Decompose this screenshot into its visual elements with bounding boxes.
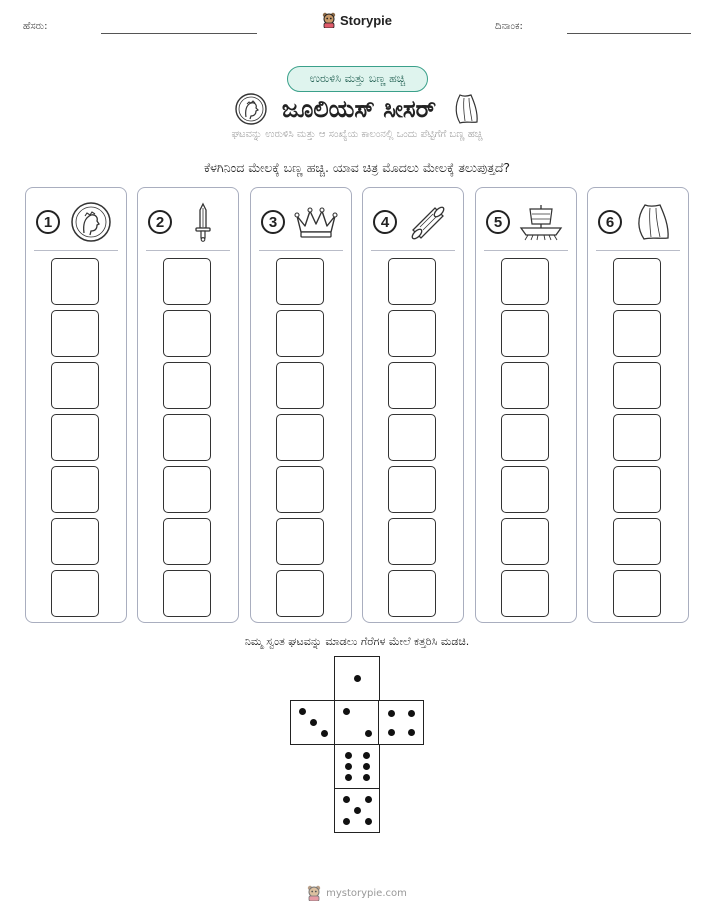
color-box[interactable] bbox=[388, 414, 436, 461]
column-separator bbox=[596, 250, 680, 251]
die-pip bbox=[345, 763, 352, 770]
color-box[interactable] bbox=[388, 466, 436, 513]
die-pip bbox=[363, 774, 370, 781]
color-box[interactable] bbox=[163, 258, 211, 305]
date-line[interactable] bbox=[567, 33, 691, 34]
color-box[interactable] bbox=[276, 362, 324, 409]
die-pip bbox=[310, 719, 317, 726]
color-box[interactable] bbox=[613, 362, 661, 409]
column-number: 2 bbox=[148, 210, 172, 234]
color-box[interactable] bbox=[163, 310, 211, 357]
question: ಕೆಳಗಿನಿಂದ ಮೇಲಕ್ಕೆ ಬಣ್ಣ ಹಚ್ಚಿ. ಯಾವ ಚಿತ್ರ ಮೊದಲು ಮೇಲಕ್ಕೆ ತಲುಪುತ್ತದೆ? bbox=[203, 160, 511, 175]
date-label: ದಿನಾಂಕ: bbox=[495, 21, 523, 32]
color-box[interactable] bbox=[51, 362, 99, 409]
die-pip bbox=[343, 818, 350, 825]
die-pip bbox=[321, 730, 328, 737]
die-pip bbox=[408, 729, 415, 736]
die-pip bbox=[345, 752, 352, 759]
cloak-icon bbox=[630, 202, 676, 242]
color-box[interactable] bbox=[51, 414, 99, 461]
color-box[interactable] bbox=[388, 258, 436, 305]
color-box[interactable] bbox=[501, 570, 549, 617]
color-box[interactable] bbox=[613, 518, 661, 565]
color-box[interactable] bbox=[501, 414, 549, 461]
color-box[interactable] bbox=[276, 414, 324, 461]
die-pip bbox=[388, 710, 395, 717]
die-face-5 bbox=[334, 788, 380, 833]
color-box[interactable] bbox=[501, 466, 549, 513]
die-pip bbox=[408, 710, 415, 717]
cut-instruction: ನಿಮ್ಮ ಸ್ವಂತ ಘಟವನ್ನು ಮಾಡಲು ಗೆರೆಗಳ ಮೇಲೆ ಕತ್ತರಿಸಿ ಮಡಚಿ. bbox=[244, 635, 470, 648]
title-row bbox=[0, 92, 714, 126]
activity-badge: ಉರುಳಿಸಿ ಮತ್ತು ಬಣ್ಣ ಹಚ್ಚಿ bbox=[287, 66, 428, 92]
color-box[interactable] bbox=[276, 466, 324, 513]
die-face-2 bbox=[334, 700, 380, 745]
crown-icon bbox=[293, 202, 339, 242]
column-number: 1 bbox=[36, 210, 60, 234]
die-pip bbox=[354, 807, 361, 814]
die-face-1 bbox=[334, 656, 380, 701]
column-number: 3 bbox=[261, 210, 285, 234]
color-box[interactable] bbox=[501, 310, 549, 357]
coin-icon bbox=[68, 202, 114, 242]
color-box[interactable] bbox=[501, 258, 549, 305]
scroll-icon bbox=[405, 202, 451, 242]
color-box[interactable] bbox=[276, 310, 324, 357]
column-6 bbox=[587, 187, 689, 623]
footer-url[interactable]: mystorypie.com bbox=[326, 887, 407, 899]
die-pip bbox=[354, 675, 361, 682]
column-1 bbox=[25, 187, 127, 623]
column-number: 5 bbox=[486, 210, 510, 234]
color-box[interactable] bbox=[613, 414, 661, 461]
color-box[interactable] bbox=[163, 414, 211, 461]
brand-name: Storypie bbox=[339, 12, 392, 28]
column-separator bbox=[259, 250, 343, 251]
coin-icon bbox=[234, 92, 268, 126]
die-pip bbox=[363, 752, 370, 759]
name-line[interactable] bbox=[101, 33, 257, 34]
color-box[interactable] bbox=[51, 310, 99, 357]
color-box[interactable] bbox=[276, 570, 324, 617]
color-box[interactable] bbox=[388, 570, 436, 617]
color-box[interactable] bbox=[613, 466, 661, 513]
color-box[interactable] bbox=[613, 310, 661, 357]
color-box[interactable] bbox=[276, 258, 324, 305]
die-pip bbox=[388, 729, 395, 736]
color-box[interactable] bbox=[51, 466, 99, 513]
brand bbox=[0, 12, 714, 28]
color-box[interactable] bbox=[163, 466, 211, 513]
column-separator bbox=[34, 250, 118, 251]
die-pip bbox=[343, 796, 350, 803]
color-box[interactable] bbox=[51, 258, 99, 305]
column-3 bbox=[250, 187, 352, 623]
die-face-3 bbox=[290, 700, 336, 745]
color-box[interactable] bbox=[388, 362, 436, 409]
subtitle: ಘಟವನ್ನು ಉರುಳಿಸಿ ಮತ್ತು ಆ ಸಂಖ್ಯೆಯ ಕಾಲಂನಲ್ಲಿ ಒಂದು ಪೆಟ್ಟಿಗೆಗೆ ಬಣ್ಣ ಹಚ್ಚಿ bbox=[231, 129, 483, 140]
color-box[interactable] bbox=[163, 518, 211, 565]
color-box[interactable] bbox=[613, 570, 661, 617]
column-separator bbox=[371, 250, 455, 251]
column-4 bbox=[362, 187, 464, 623]
storypie-logo-icon bbox=[307, 885, 321, 901]
sword-icon bbox=[180, 202, 226, 242]
color-box[interactable] bbox=[501, 518, 549, 565]
die-pip bbox=[343, 708, 350, 715]
color-box[interactable] bbox=[51, 518, 99, 565]
color-box[interactable] bbox=[613, 258, 661, 305]
cloak-icon bbox=[450, 92, 480, 126]
column-5 bbox=[475, 187, 577, 623]
die-pip bbox=[299, 708, 306, 715]
color-box[interactable] bbox=[388, 518, 436, 565]
footer bbox=[0, 885, 714, 901]
die-pip bbox=[345, 774, 352, 781]
color-box[interactable] bbox=[276, 518, 324, 565]
color-box[interactable] bbox=[163, 362, 211, 409]
column-2 bbox=[137, 187, 239, 623]
die-pip bbox=[363, 763, 370, 770]
color-box[interactable] bbox=[163, 570, 211, 617]
ship-icon bbox=[518, 202, 564, 242]
storypie-logo-icon bbox=[322, 12, 336, 28]
page-title: ಜೂಲಿಯಸ್ ಸೀಸರ್ bbox=[281, 95, 437, 123]
color-box[interactable] bbox=[388, 310, 436, 357]
name-label: ಹೆಸರು: bbox=[23, 21, 48, 32]
color-box[interactable] bbox=[501, 362, 549, 409]
column-separator bbox=[484, 250, 568, 251]
die-pip bbox=[365, 796, 372, 803]
column-number: 4 bbox=[373, 210, 397, 234]
die-face-6 bbox=[334, 744, 380, 789]
die-pip bbox=[365, 730, 372, 737]
die-face-4 bbox=[378, 700, 424, 745]
column-number: 6 bbox=[598, 210, 622, 234]
color-box[interactable] bbox=[51, 570, 99, 617]
die-pip bbox=[365, 818, 372, 825]
column-separator bbox=[146, 250, 230, 251]
